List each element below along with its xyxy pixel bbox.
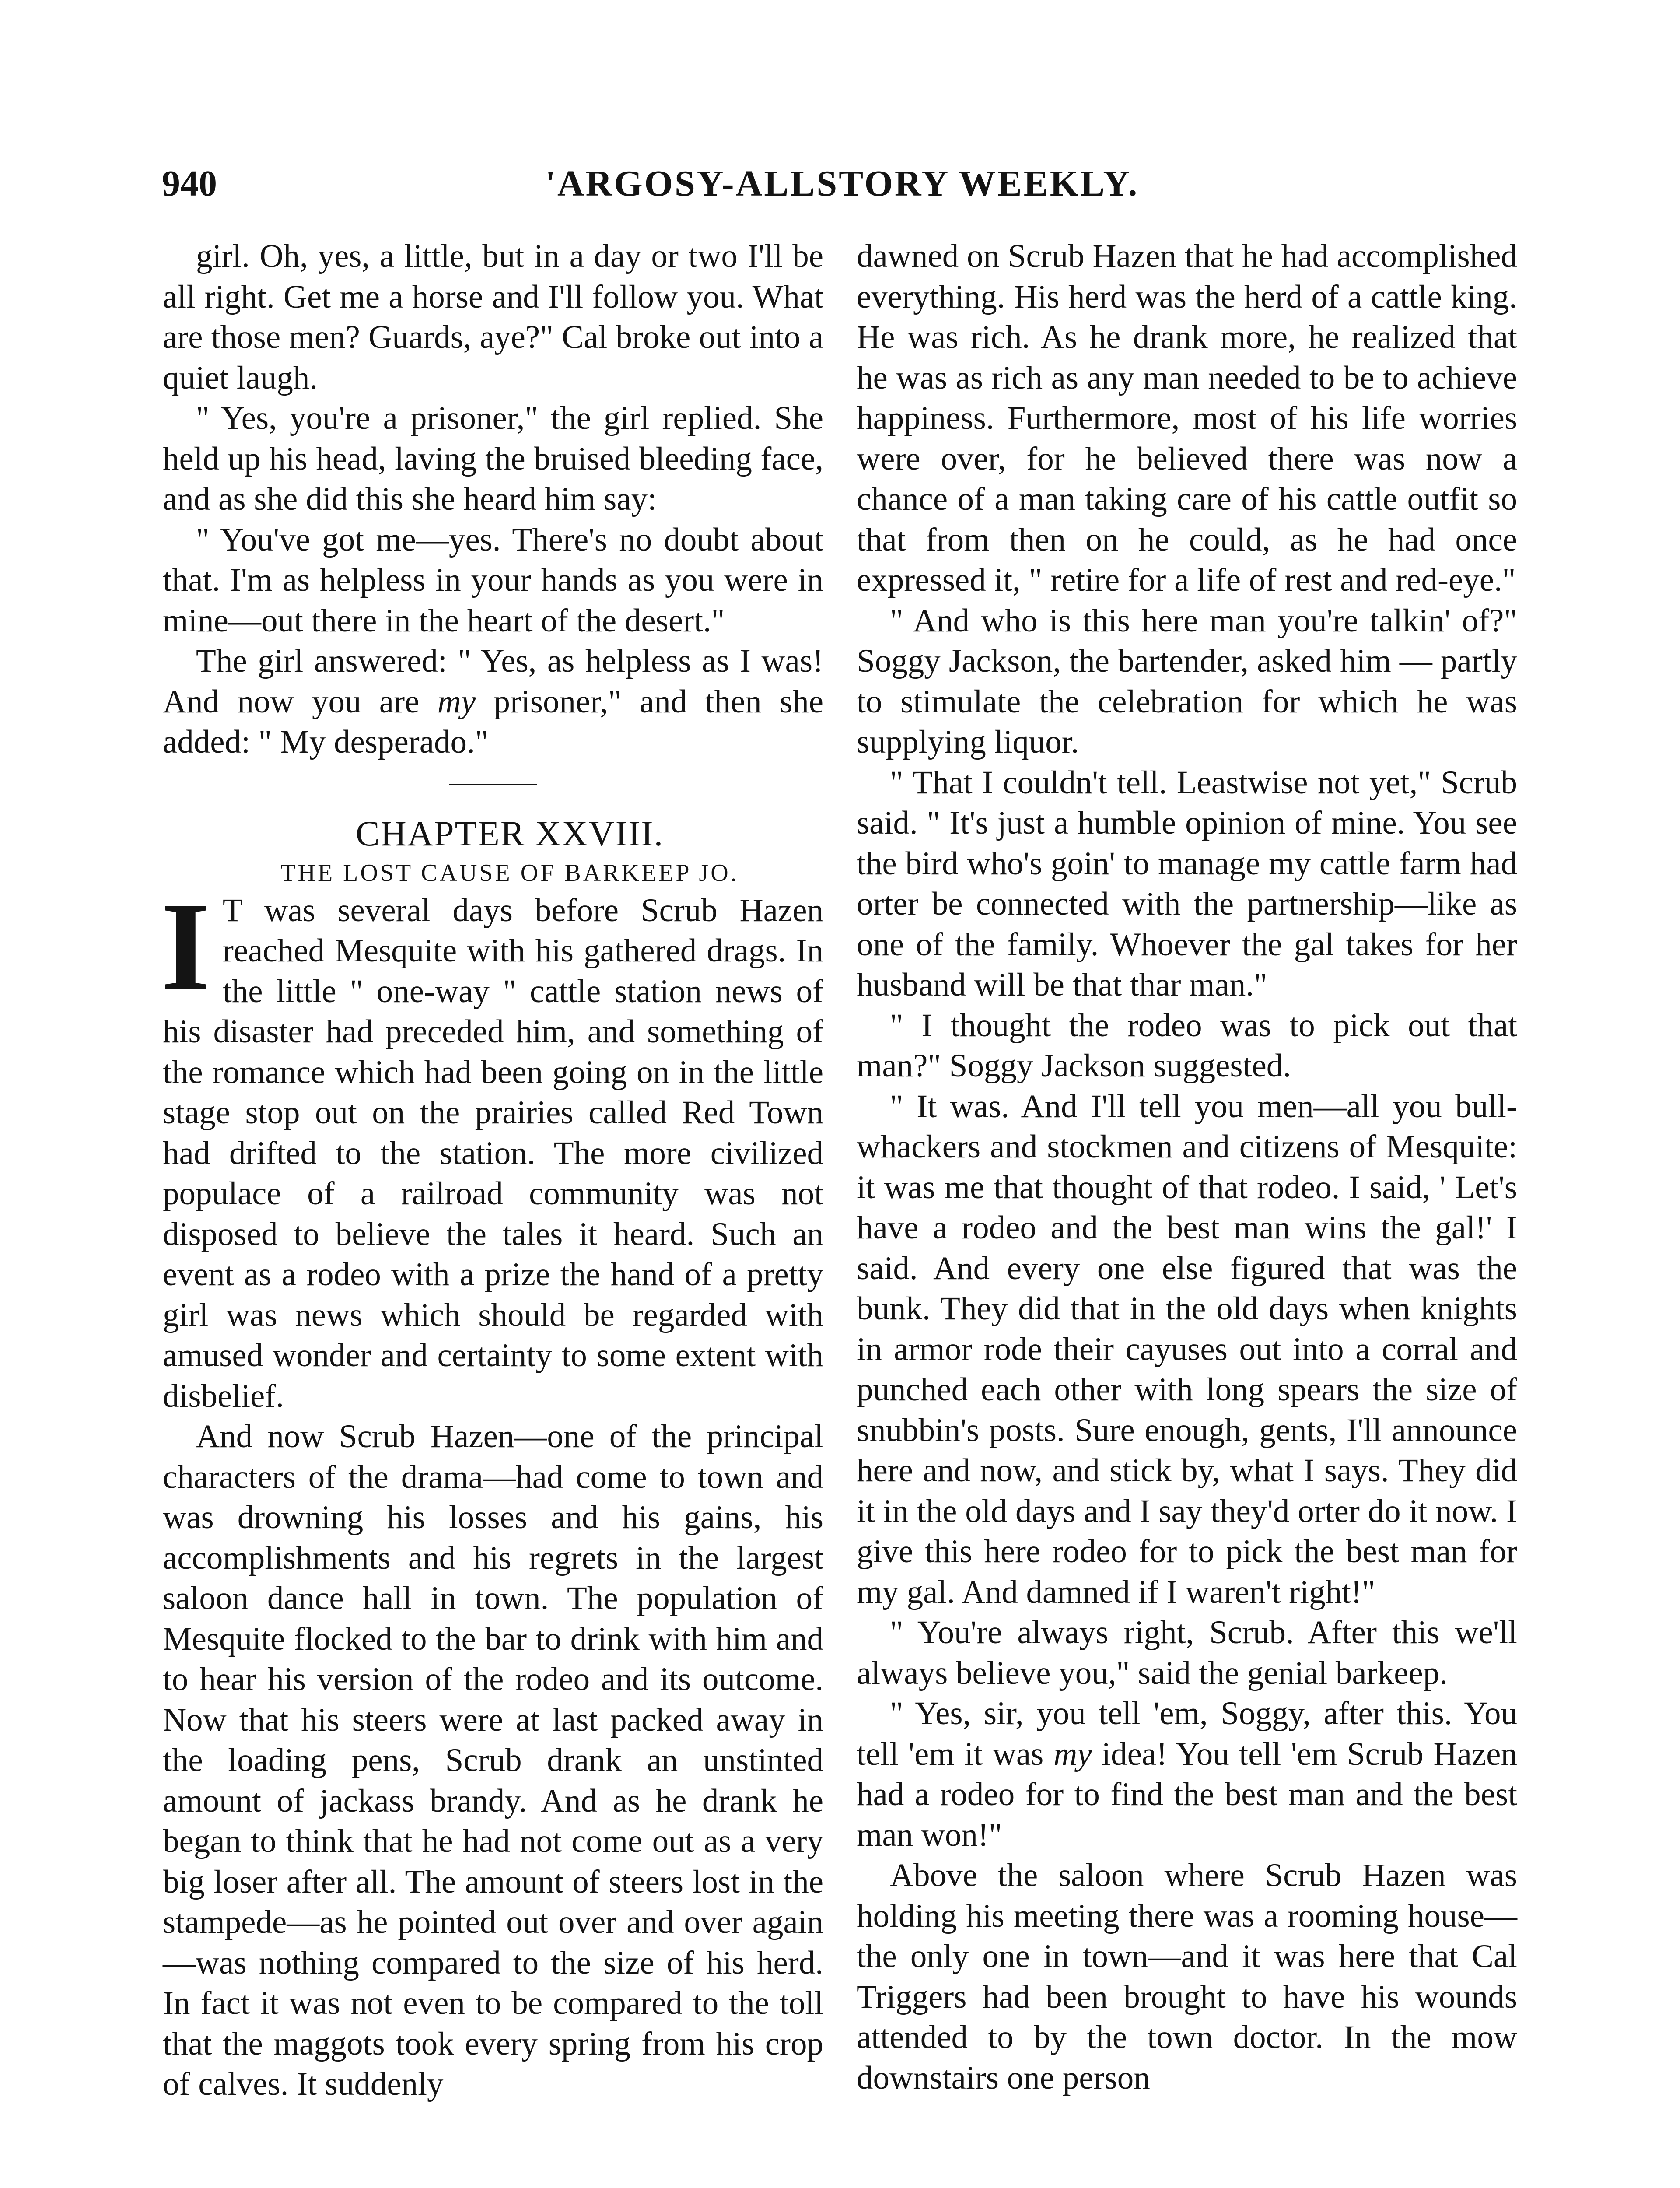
paragraph: And now Scrub Hazen—one of the principal characters of the drama—had come to town and was drowning his losses and his gains, his accomplishments and his regrets in the largest saloon dance hall in town. The population of Mesquite flocked to the bar to drink with him and to hear his version of the rodeo and its outcome. Now that his steers were at last packed away in the loading pens, Scrub drank an unstinted amount of jackass brandy. And as he drank he began to think that he had not come out as a very big loser after all. The amount of steers lost in the stampede—as he pointed out over and over again—was nothing compared to the size of his herd. In fact it was not even to be compared to the toll that the maggots took every spring from his crop of calves. It suddenly	[163, 1418, 823, 2102]
paragraph-girl-answer: The girl answered: " Yes, as helpless as I was! And now you are my prisoner," and then she added: " My desperado."	[163, 643, 823, 760]
paragraph: " You've got me—yes. There's no doubt about that. I'm as helpless in your hands as you were in mine—out there in the heart of the desert."	[163, 521, 823, 639]
emphasis: my	[1054, 1736, 1092, 1772]
emphasis: my	[437, 683, 476, 720]
paragraph: " That I couldn't tell. Leastwise not yet," Scrub said. " It's just a humble opinion of mine. You see the bird who's goin' to manage my cattle farm had orter be connected with the partnership—like as one of the family. Whoever the gal takes for her husband will be that thar man."	[857, 764, 1517, 1003]
paragraph: Above the saloon where Scrub Hazen was holding his meeting there was a rooming house—the only one in town—and it was here that Cal Triggers had been brought to have his wounds attended to by the town doctor. In the mow downstairs one person	[857, 1857, 1517, 2096]
paragraph: girl. Oh, yes, a little, but in a day or two I'll be all right. Get me a horse and I'll follow you. What are those men? Guards, aye?" Cal broke out into a quiet laugh.	[163, 238, 823, 396]
running-title: 'ARGOSY-ALLSTORY WEEKLY.	[545, 163, 1139, 204]
paragraph: " Yes, you're a prisoner," the girl replied. She held up his head, laving the bruised bleeding face, and as she did this she heard him say:	[163, 400, 823, 517]
page-number: 940	[162, 163, 217, 204]
right-column	[857, 236, 1517, 2098]
chapter-title: CHAPTER XXVIII.	[355, 813, 664, 853]
paragraph: " It was. And I'll tell you men—all you bull-whackers and stockmen and citizens of Mesquite: it was me that thought of that rodeo. I said, ' Let's have a rodeo and the best man wins the gal!' I said. And every one else figured that was the bunk. They did that in the old days when knights in armor rode their cayuses out into a corral and punched each other with long spears the size of snubbin's posts. Sure enough, gents, I'll announce here and now, and stick by, what I says. They did it in the old days and I say they'd orter do it now. I give this here rodeo for to pick the best man for my gal. And damned if I waren't right!"	[857, 1088, 1517, 1610]
page-header	[162, 155, 1522, 212]
left-column	[163, 236, 823, 2105]
chapter-opening-paragraph: I T was several days before Scrub Hazen reached Mesquite with his gathered drags. In the little " one-way " cattle station news of his disaster had preceded him, and something of the romance which had been going on in the little stage stop out on the prairies called Red Town had drifted to the station. The more civilized populace of a railroad community was not disposed to believe the tales it heard. Such an event as a rodeo with a prize the hand of a pretty girl was news which should be regarded with amused wonder and certainty to some extent with disbelief.	[161, 876, 823, 1414]
paragraph: dawned on Scrub Hazen that he had accomplished everything. His herd was the herd of a cattle king. He was rich. As he drank more, he realized that he was as rich as any man needed to be to achieve happiness. Furthermore, most of his life worries were over, for he believed there was now a chance of a man taking care of his cattle outfit so that from then on he could, as he had once expressed it, " retire for a life of rest and red-eye."	[857, 238, 1517, 598]
paragraph: " And who is this here man you're talkin' of?" Soggy Jackson, the bartender, asked him — partly to stimulate the celebration for which he was supplying liquor.	[857, 602, 1517, 760]
drop-cap: I	[161, 876, 210, 1017]
paragraph: " I thought the rodeo was to pick out that man?" Soggy Jackson suggested.	[857, 1007, 1517, 1084]
paragraph: " You're always right, Scrub. After this we'll always believe you," said the genial barkeep.	[857, 1614, 1517, 1691]
chapter-subtitle: THE LOST CAUSE OF BARKEEP JO.	[280, 859, 739, 887]
section-divider	[449, 784, 537, 785]
paragraph-idea: " Yes, sir, you tell 'em, Soggy, after this. You tell 'em it was my idea! You tell 'em Scrub Hazen had a rodeo for to find the best man and the best man won!"	[857, 1695, 1517, 1853]
